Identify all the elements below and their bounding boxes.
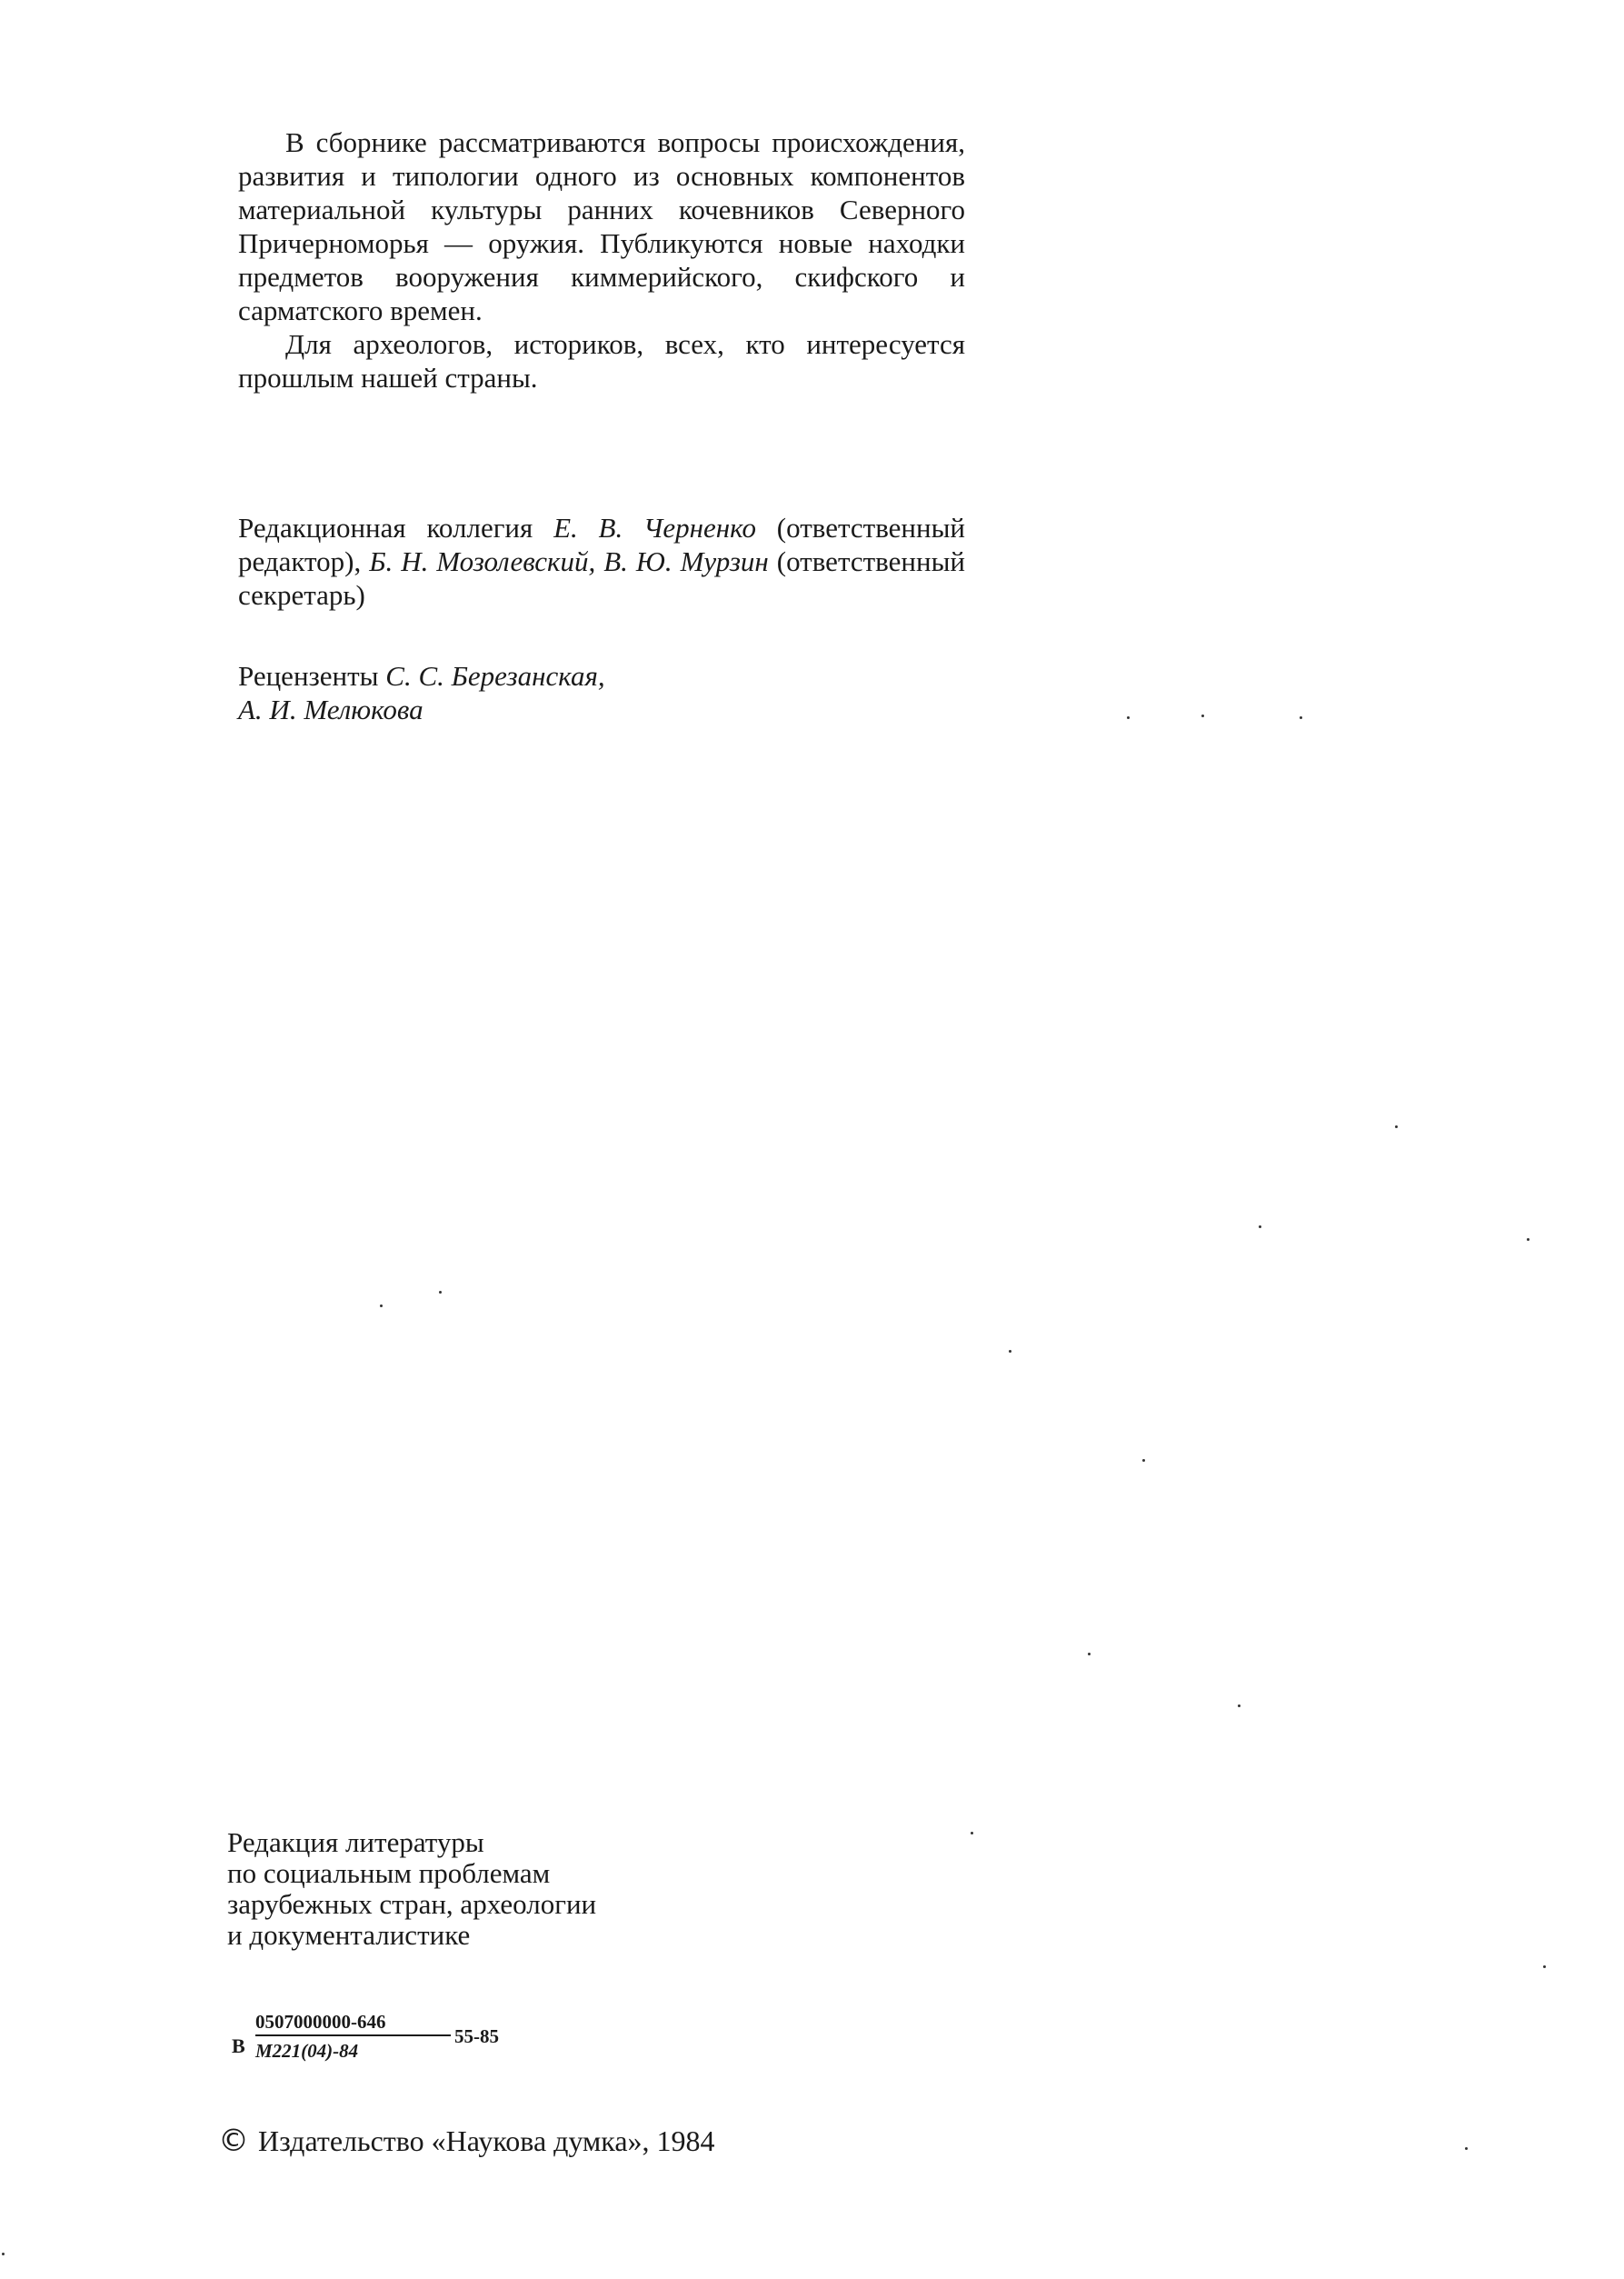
scan-speck: [1395, 1125, 1398, 1128]
scan-speck: [1543, 1965, 1546, 1968]
index-denominator: М221(04)-84: [255, 2040, 359, 2062]
index-letter: В: [232, 2034, 245, 2057]
index-tail: 55-85: [454, 2025, 499, 2047]
scan-speck: [380, 1304, 383, 1307]
board-editor-1: Е. В. Черненко: [553, 512, 756, 544]
scan-speck: [1259, 1225, 1261, 1228]
abstract: [238, 125, 965, 395]
scan-speck: [1142, 1459, 1145, 1462]
scan-speck: [1527, 1238, 1529, 1241]
copyright-text: Издательство «Наукова думка», 1984: [258, 2124, 715, 2157]
board-editor-3: В. Ю. Мурзин: [603, 545, 769, 577]
scan-speck: [1088, 1653, 1091, 1655]
fraction-rule: [255, 2034, 451, 2036]
scan-speck: [2, 2253, 5, 2255]
reviewers-label: Рецензенты: [238, 660, 379, 692]
editorial-line-4: и документалистике: [227, 1919, 471, 1951]
board-role-3: (ответственный секретарь): [238, 545, 965, 611]
board-label: Редакционная коллегия: [238, 512, 533, 544]
editorial-line-1: Редакция литературы: [227, 1826, 484, 1858]
editorial-office: [227, 1827, 863, 1951]
board-editor-2: Б. Н. Мозолевский,: [369, 545, 596, 577]
scan-speck: [1465, 2147, 1468, 2150]
scan-speck: [971, 1832, 973, 1834]
scan-speck: [1009, 1350, 1011, 1353]
editorial-line-3: зарубежных стран, археологии: [227, 1888, 597, 1920]
abstract-paragraph-2: Для археологов, историков, всех, кто интересуется прошлым нашей страны.: [238, 328, 965, 394]
scan-speck: [1127, 716, 1130, 719]
reviewer-1: С. С. Березанская,: [385, 660, 605, 692]
reviewers: [238, 659, 874, 726]
scan-speck: [1201, 715, 1204, 717]
copyright-line: [218, 2123, 715, 2159]
scan-speck: [1300, 716, 1302, 719]
reviewer-2: А. И. Мелюкова: [238, 694, 423, 725]
scan-speck: [1238, 1704, 1240, 1707]
index-numerator: 0507000000-646: [255, 2011, 386, 2033]
scan-speck: [439, 1291, 442, 1294]
copyright-icon: ©: [218, 2123, 249, 2159]
board-role-1: (ответственный редактор),: [238, 512, 966, 577]
editorial-line-2: по социальным проблемам: [227, 1857, 551, 1889]
index-code: [232, 2011, 595, 2065]
editorial-board: [238, 511, 965, 612]
abstract-paragraph-1: В сборнике рассматриваются вопросы происхождения, развития и типологии одного из основных компонентов материальной культуры ранних кочевников Северного Причерноморья — оружия. Публикуются новые находки предметов вооружения киммерийского, скифского и сарматского времен.: [238, 126, 965, 326]
